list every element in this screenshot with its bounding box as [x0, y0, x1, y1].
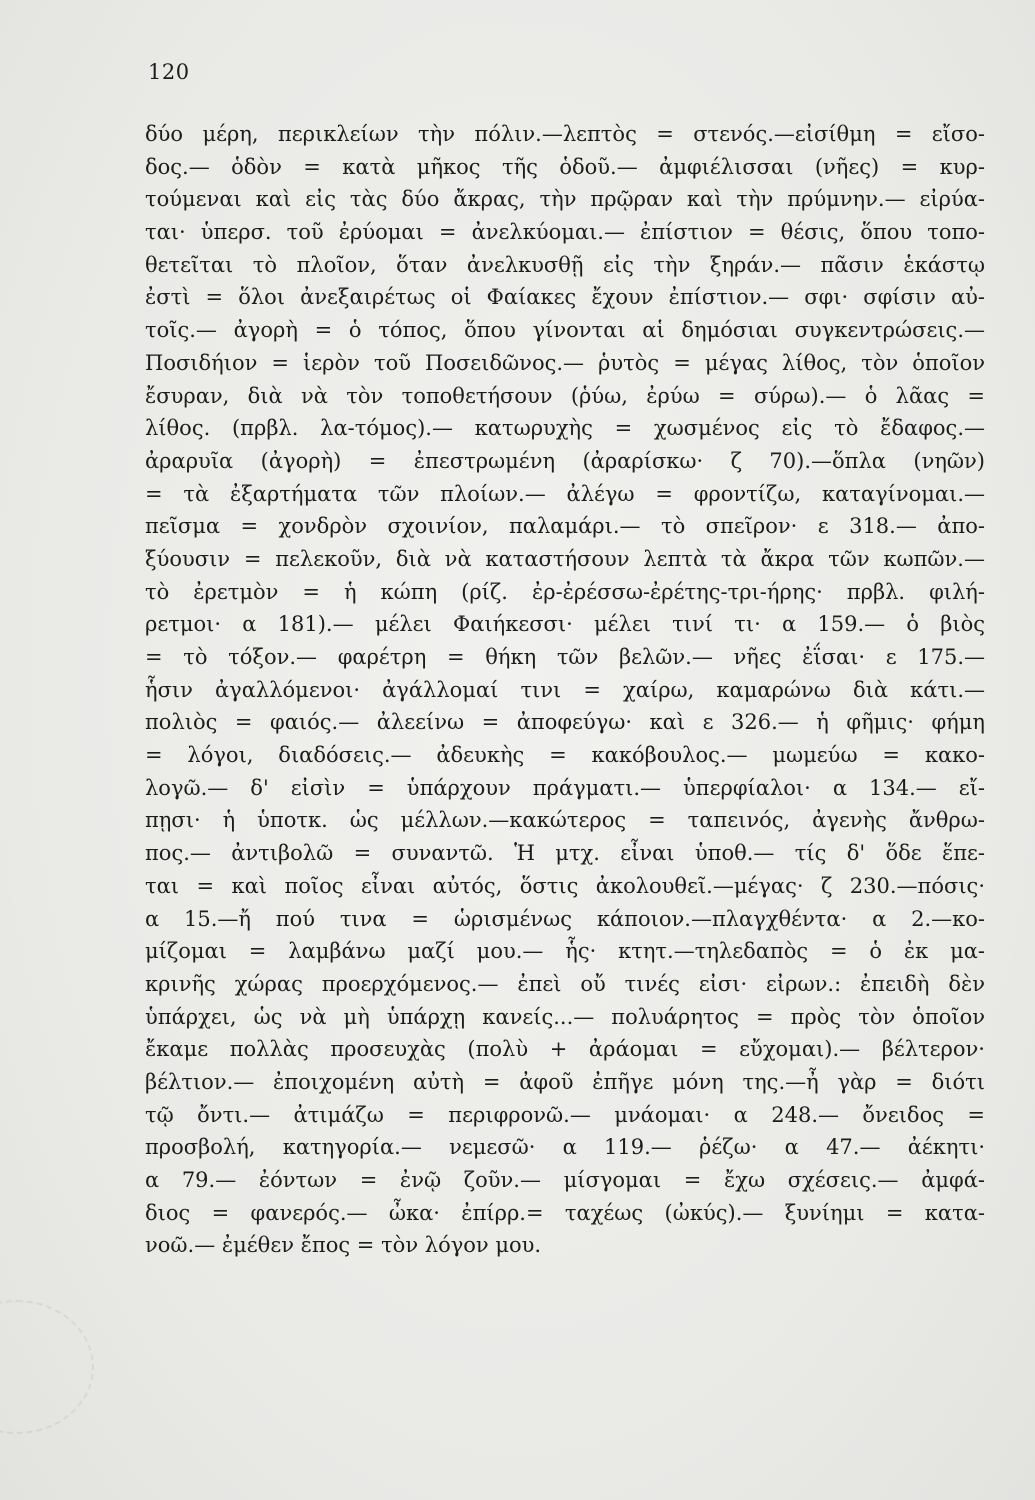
text-line: πολιὸς = φαιός.— ἀλεείνω = ἀποφεύγω· καὶ ε 326.— ἡ φῆμις· φήμη: [145, 710, 985, 735]
text-line: πος.— ἀντιβολῶ = συναντῶ. Ἡ μτχ. εἶναι ὑποθ.— τίς δ' ὅδε ἕπε-: [145, 841, 985, 866]
page-number: 120: [148, 60, 190, 84]
text-line: ρετμοι· α 181).— μέλει Φαιήκεσσι· μέλει τινί τι· α 159.— ὁ βιὸς: [145, 612, 985, 637]
text-line: ξύουσιν = πελεκοῦν, διὰ νὰ καταστήσουν λεπτὰ τὰ ἄκρα τῶν κωπῶν.—: [145, 546, 985, 571]
text-line: ἧσιν ἀγαλλόμενοι· ἀγάλλομαί τινι = χαίρω, καμαρώνω διὰ κάτι.—: [145, 677, 985, 702]
text-line: θετεῖται τὸ πλοῖον, ὅταν ἀνελκυσθῇ εἰς τὴν ξηράν.— πᾶσιν ἑκάστῳ: [145, 252, 985, 277]
text-line: = λόγοι, διαδόσεις.— ἀδευκὴς = κακόβουλος.— μωμεύω = κακο-: [145, 743, 985, 768]
text-line: ἐστὶ = ὅλοι ἀνεξαιρέτως οἱ Φαίακες ἔχουν ἐπίστιον.— σφι· σφίσιν αὐ-: [145, 285, 985, 310]
text-line: πεῖσμα = χονδρὸν σχοινίον, παλαμάρι.— τὸ σπεῖρον· ε 318.— ἀπο-: [145, 514, 985, 539]
text-line: δύο μέρη, περικλείων τὴν πόλιν.—λεπτὸς = στενός.—εἰσίθμη = εἴσο-: [145, 122, 985, 146]
text-line: ται· ὑπερσ. τοῦ ἐρύομαι = ἀνελκύομαι.— ἐπίστιον = θέσις, ὅπου τοπο-: [145, 220, 985, 245]
text-line: τῷ ὄντι.— ἀτιμάζω = περιφρονῶ.— μνάομαι· α 248.— ὄνειδος =: [145, 1102, 985, 1127]
text-line: Ποσιδήιον = ἱερὸν τοῦ Ποσειδῶνος.— ῥυτὸς = μέγας λίθος, τὸν ὁποῖον: [145, 350, 985, 375]
text-line: α 79.— ἐόντων = ἐνῷ ζοῦν.— μίσγομαι = ἔχω σχέσεις.— ἀμφά-: [145, 1168, 985, 1192]
text-line: τὸ ἐρετμὸν = ἡ κώπη (ρίζ. ἐρ-ἐρέσσω-ἐρέτης-τρι-ήρης· πρβλ. φιλή-: [145, 579, 985, 604]
library-stamp: [0, 1300, 94, 1434]
text-line: διος = φανερός.— ὦκα· ἐπίρρ.= ταχέως (ὠκύς).— ξυνίημι = κατα-: [145, 1200, 985, 1225]
text-line: λίθος. (πρβλ. λα-τόμος).— κατωρυχὴς = χωσμένος εἰς τὸ ἔδαφος.—: [145, 416, 985, 441]
text-line: ἔσυραν, διὰ νὰ τὸν τοποθετήσουν (ῥύω, ἐρύω = σύρω).— ὁ λᾶας =: [145, 383, 985, 408]
text-line: = τὸ τόξον.— φαρέτρη = θήκη τῶν βελῶν.— νῆες ἐΐσαι· ε 175.—: [145, 645, 985, 669]
text-line: λογῶ.— δ' εἰσὶν = ὑπάρχουν πράγματι.— ὑπερφίαλοι· α 134.— εἴ-: [145, 775, 985, 800]
text-line: δος.— ὁδὸν = κατὰ μῆκος τῆς ὁδοῦ.— ἀμφιέλισσαι (νῆες) = κυρ-: [145, 154, 985, 179]
text-line: ἀραρυῖα (ἀγορὴ) = ἐπεστρωμένη (ἀραρίσκω· ζ 70).—ὅπλα (νηῶν): [145, 448, 985, 473]
text-line: πῃσι· ἡ ὑποτκ. ὡς μέλλων.—κακώτερος = ταπεινός, ἀγενὴς ἄνθρω-: [145, 808, 985, 833]
text-line: βέλτιον.— ἐποιχομένη αὐτὴ = ἀφοῦ ἐπῆγε μόνη της.—ἦ γὰρ = διότι: [145, 1069, 985, 1094]
text-line: μίζομαι = λαμβάνω μαζί μου.— ἧς· κτητ.—τηλεδαπὸς = ὁ ἐκ μα-: [145, 939, 985, 964]
text-line: κρινῆς χώρας προερχόμενος.— ἐπεὶ οὔ τινές εἰσι· εἰρων.: ἐπειδὴ δὲν: [145, 971, 985, 996]
glossary-text: [145, 118, 985, 1262]
text-line: ὑπάρχει, ὡς νὰ μὴ ὑπάρχῃ κανείς...— πολυάρητος = πρὸς τὸν ὁποῖον: [145, 1004, 985, 1029]
text-line: τούμεναι καὶ εἰς τὰς δύο ἄκρας, τὴν πρῷραν καὶ τὴν πρύμνην.— εἰρύα-: [145, 187, 985, 212]
text-line: προσβολή, κατηγορία.— νεμεσῶ· α 119.— ῥέζω· α 47.— ἀέκητι·: [145, 1135, 985, 1160]
text-line: = τὰ ἐξαρτήματα τῶν πλοίων.— ἀλέγω = φροντίζω, καταγίνομαι.—: [145, 481, 985, 506]
text-line: νοῶ.— ἐμέθεν ἔπος = τὸν λόγον μου.: [145, 1233, 542, 1258]
text-line: ται = καὶ ποῖος εἶναι αὐτός, ὅστις ἀκολουθεῖ.—μέγας· ζ 230.—πόσις·: [145, 873, 985, 898]
text-line: α 15.—ἤ πού τινα = ὡρισμένως κάποιον.—πλαγχθέντα· α 2.—κο-: [145, 906, 985, 931]
text-line: τοῖς.— ἀγορὴ = ὁ τόπος, ὅπου γίνονται αἱ δημόσιαι συγκεντρώσεις.—: [145, 318, 985, 343]
text-line: ἔκαμε πολλὰς προσευχὰς (πολὺ + ἀράομαι = εὔχομαι).— βέλτερον·: [145, 1037, 985, 1062]
